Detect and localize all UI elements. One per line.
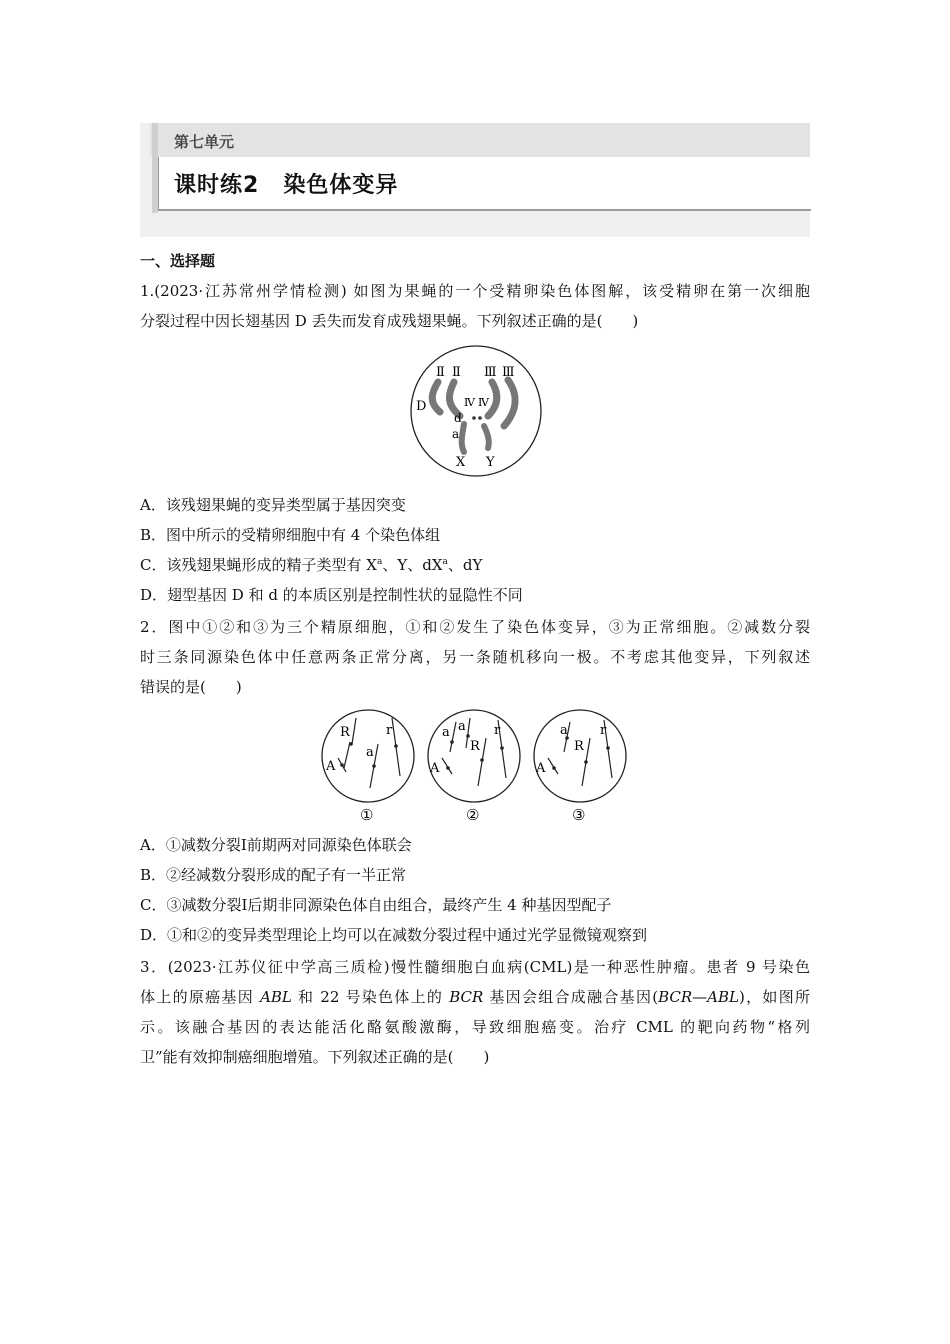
q2-cell-2 [428,710,520,824]
q1-chromosome-iv-dot-1 [472,416,476,420]
lesson-title [174,168,398,199]
q2-cell-2-label-1: a [442,725,450,740]
q1-option-c-suffix: 、dY [447,556,483,574]
q2-cell-3-centromere-2 [584,760,588,764]
q3-line2-part1: 体上的原癌基因 [140,988,261,1006]
q2-cell-3 [534,710,626,824]
q2-cell-2-label-4: r [494,723,501,738]
q2-stem-line3: 错误的是( ) [140,678,242,696]
q1-label-x: X [456,455,466,470]
q2-cell-2-label-2: a [458,719,466,734]
lesson-name: 染色体变异 [283,173,399,198]
q3-stem-line1: 3．(2023·江苏仪征中学高三质检)慢性髓细胞白血病(CML)是一种恶性肿瘤。患者 9 号染色 [140,958,810,976]
q2-cell-2-centromere-2 [466,734,470,738]
q3-line2-part3: 基因会组合成融合基因( [483,988,659,1006]
q2-stem-line1: 2．图中①②和③为三个精原细胞，①和②发生了染色体变异，③为正常细胞。②减数分裂 [140,618,810,636]
q1-option-a: A．该残翅果蝇的变异类型属于基因突变 [140,496,406,514]
q2-cell-3-label-4: A [536,761,546,776]
q1-chromosome-iv-dot-2 [478,416,482,420]
unit-label: 第七单元 [174,133,235,151]
q2-cell-2-label-5: A [430,761,440,776]
q2-cell-1-label-4: A [326,759,336,774]
q2-cell-1-centromere-4 [340,763,344,767]
q3-line2-part2: 和 22 号染色体上的 [291,988,450,1006]
q1-option-c [140,554,482,575]
q1-label-d-upper: D [416,399,427,414]
q2-cell-3-centromere-4 [552,766,556,770]
q2-cell-1-label-2: r [386,723,393,738]
q3-stem-line3: 示。该融合基因的表达能活化酪氨酸激酶，导致细胞癌变。治疗 CML 的靶向药物“格列 [140,1018,810,1036]
q1-option-c-mid: 、Y、dX [382,556,443,574]
q1-chromosome-ii-a [432,382,440,412]
q1-label-d-lower: d [454,411,462,425]
q3-stem-line4: 卫”能有效抑制癌细胞增殖。下列叙述正确的是( ) [140,1048,490,1066]
q2-cell-3-label-2: R [574,739,584,754]
q2-option-c: C．③减数分裂Ⅰ后期非同源染色体自由组合，最终产生 4 种基因型配子 [140,896,612,914]
q2-stem-line2: 时三条同源染色体中任意两条正常分离，另一条随机移向一极。不考虑其他变异，下列叙述 [140,648,810,666]
q2-cell-2-centromere-3 [480,758,484,762]
q2-cell-2-centromere-1 [450,740,454,744]
q2-cell-3-centromere-3 [606,746,610,750]
q2-cell-2-chromosome-big-a [442,758,452,774]
q2-cell-3-label-3: r [600,723,607,738]
q2-cell-2-centromere-4 [500,746,504,750]
q1-option-c-prefix: C．该残翅果蝇形成的精子类型有 X [140,556,377,574]
q1-chromosome-iii-b [504,380,515,426]
q2-cell-3-chromosome-big-a [548,758,558,774]
q1-option-c-sup1: a [376,557,383,567]
q1-label-ii-right: Ⅱ [452,365,461,380]
q1-label-iii-right: Ⅲ [502,365,515,380]
q1-cell-circle [411,346,541,476]
q2-cell-1-chromosome-r [344,742,350,768]
q1-option-b: B．图中所示的受精卵细胞中有 4 个染色体组 [140,526,441,544]
q1-chromosome-x [462,424,464,452]
q1-stem-line1: 1.(2023·江苏常州学情检测) 如图为果蝇的一个受精卵染色体图解，该受精卵在第一次细胞 [140,282,810,300]
q2-cells-figure [320,708,632,826]
q2-cell-1-caption: ① [360,806,374,824]
q2-cell-1-centromere-1 [349,742,353,746]
q3-stem-line2 [140,986,810,1007]
q2-cell-2-label-3: R [470,739,480,754]
q1-chromosome-figure [408,344,548,478]
q1-stem-line2: 分裂过程中因长翅基因 D 丢失而发育成残翅果蝇。下列叙述正确的是( ) [140,312,639,330]
q2-option-d: D．①和②的变异类型理论上均可以在减数分裂过程中通过光学显微镜观察到 [140,926,648,944]
q2-cell-1-label-3: a [366,745,374,760]
q2-cell-3-caption: ③ [572,806,586,824]
q2-option-a: A．①减数分裂Ⅰ前期两对同源染色体联会 [140,836,412,854]
q1-label-iii-left: Ⅲ [484,365,497,380]
q2-cell-2-caption: ② [466,806,480,824]
q2-cell-3-label-1: a [560,723,568,738]
lesson-number: 课时练2 [174,173,260,198]
q1-option-d: D．翅型基因 D 和 d 的本质区别是控制性状的显隐性不同 [140,586,523,604]
q1-label-a: a [452,427,460,441]
q1-chromosome-y [484,426,489,448]
section-title: 一、选择题 [140,252,216,270]
q2-cell-1-centromere-2 [394,744,398,748]
q3-gene-abl: ABL [260,988,292,1006]
q2-cell-2-circle [428,710,520,802]
q1-label-y: Y [486,455,495,470]
q1-label-ii-left: Ⅱ [436,365,445,380]
q3-line2-part4: )，如图所 [738,988,810,1006]
q1-option-c-sup2: a [442,557,448,567]
q2-cell-1 [322,710,414,824]
q2-option-b: B．②经减数分裂形成的配子有一半正常 [140,866,407,884]
q2-cell-3-circle [534,710,626,802]
q2-cell-1-centromere-3 [372,764,376,768]
header-top-bar [150,123,810,157]
q1-chromosome-iii-a [488,382,497,416]
q1-label-iv-left: Ⅳ [464,396,475,409]
q3-fusion-gene: BCR—ABL [658,988,739,1006]
q2-cell-2-chromosome-a1 [450,722,456,752]
q3-gene-bcr: BCR [449,988,484,1006]
chapter-header [140,123,810,237]
q1-label-iv-right: Ⅳ [478,396,489,409]
q2-cell-2-centromere-5 [446,766,450,770]
q2-cell-1-label-1: R [340,725,350,740]
q2-cell-1-chromosome-upper [352,718,356,744]
